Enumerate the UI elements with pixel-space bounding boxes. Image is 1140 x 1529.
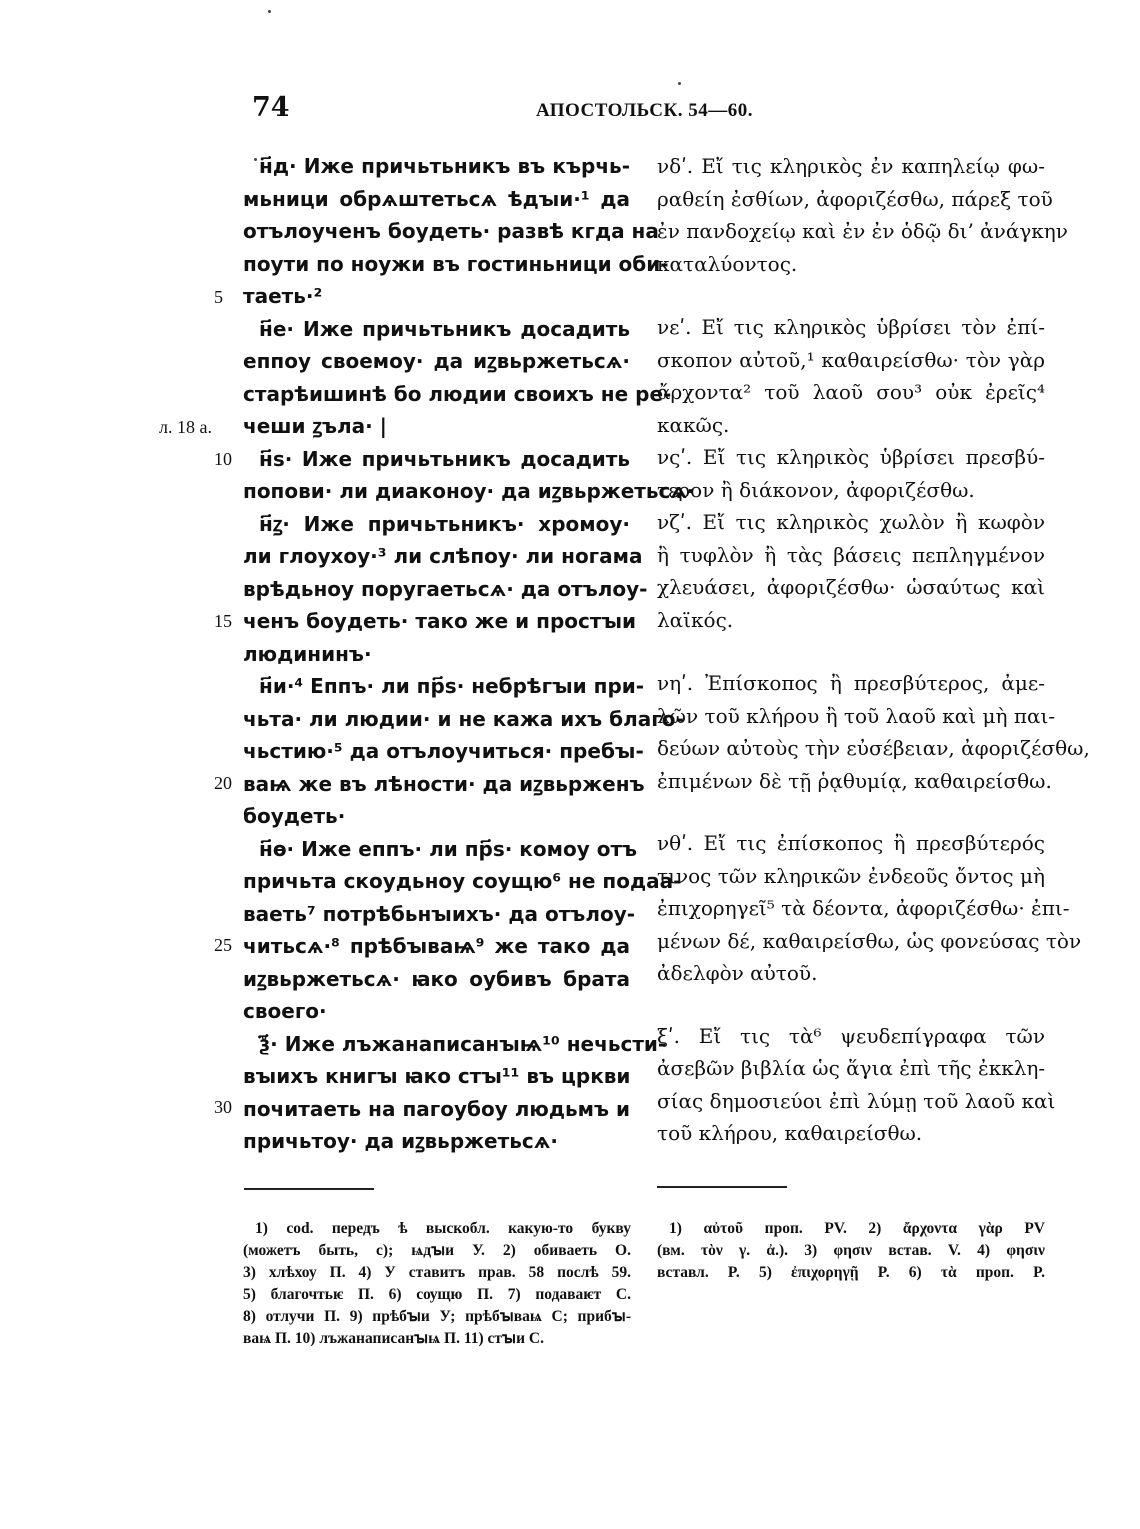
greek-line: ἐν πανδοχείῳ καὶ ἐν ἐν ὁδῷ δι’ ἀνάγκην bbox=[657, 219, 1068, 243]
slavonic-line: н҃ѳ· Иже еппъ· ли пр҃ѕ· комоу отъ bbox=[259, 836, 638, 861]
line-number-25: 25 bbox=[214, 935, 232, 955]
greek-line: τινος τῶν κληρικῶν ἐνδεοῦς ὄντος μὴ bbox=[657, 863, 1045, 888]
footnotes-slavonic bbox=[243, 1218, 631, 1350]
slavonic-line: н҃е· Иже причьтьникъ досадить bbox=[259, 316, 630, 341]
greek-line: χλευάσει, ἀφοριζέσθω· ὡσαύτως καὶ bbox=[657, 575, 1045, 599]
footnote-line: (вм. τὸν γ. ἀ.). 3) φησιν встав. V. 4) φησιν bbox=[657, 1242, 1045, 1259]
slavonic-line: почитаеть на пагоубоу людьмъ и bbox=[243, 1096, 630, 1121]
slavonic-line: поути по ноужи въ гостиньници оби- bbox=[243, 251, 669, 276]
slavonic-line: читьсѧ·⁸ прѣбꙑваѩ⁹ же тако да bbox=[243, 934, 630, 958]
greek-line: νεʹ. Εἴ τις κληρικὸς ὑβρίσει τὸν ἐπί- bbox=[657, 315, 1045, 339]
slavonic-line: старѣишинѣ бо людии своихъ не ре- bbox=[243, 381, 672, 406]
greek-line: ἀσεβῶν βιβλία ὡς ἅγια ἐπὶ τῆς ἐκκλη- bbox=[657, 1056, 1046, 1080]
greek-line: ἐπιμένων δὲ τῇ ῥᾳθυμίᾳ, καθαιρείσθω. bbox=[657, 768, 1052, 793]
greek-line: ἢ τυφλὸν ἢ τὰς βάσεις πεπληγμένον bbox=[657, 542, 1045, 567]
footnote-line: (можетъ быть, с); ѩдꙑи У. 2) обиваеть О. bbox=[243, 1242, 631, 1259]
greek-line: ἄρχοντα² τοῦ λαοῦ σου³ οὐκ ἐρεῖς⁴ bbox=[657, 380, 1045, 404]
greek-line: ραθείη ἐσθίων, ἀφοριζέσθω, πάρεξ τοῦ bbox=[657, 186, 1053, 211]
slavonic-line: ченъ боудеть· тако же и простꙑи bbox=[243, 609, 637, 633]
scan-speck bbox=[254, 158, 257, 161]
slavonic-line: причьтоу· да иꙁвьржетьсѧ· bbox=[243, 1129, 558, 1153]
slavonic-line: чьта· ли людии· и не кажа ихъ благо- bbox=[243, 706, 684, 731]
slavonic-line: боудеть· bbox=[243, 804, 346, 828]
slavonic-line: людининъ· bbox=[243, 641, 372, 666]
line-number-5: 5 bbox=[214, 287, 223, 307]
footnote-line: 1) αὐτοῦ проп. PV. 2) ἄρχοντα γὰρ PV bbox=[669, 1220, 1045, 1237]
slavonic-line: своего· bbox=[243, 999, 327, 1023]
footnotes-greek bbox=[657, 1218, 1045, 1284]
greek-line: κακῶς. bbox=[657, 412, 730, 437]
greek-line: νθʹ. Εἴ τις ἐπίσκοπος ἢ πρεσβύτερός bbox=[657, 831, 1045, 855]
line-number-30: 30 bbox=[214, 1097, 232, 1117]
slavonic-line: вꙑихъ книгꙑ ꙗко стꙑ¹¹ въ цркви bbox=[243, 1064, 631, 1088]
footnote-line: ваѩ П. 10) лъжанаписанꙑѩ П. 11) стꙑи С. bbox=[243, 1330, 544, 1347]
greek-line: νηʹ. Ἐπίσκοπος ἢ πρεσβύτερος, ἀμε- bbox=[657, 671, 1045, 695]
running-title: АПОСТОЛЬСК. 54—60. bbox=[536, 100, 754, 121]
slavonic-line: чьстию·⁵ да отълоучиться· пребꙑ- bbox=[243, 739, 644, 763]
slavonic-line: ли глоухоу·³ ли слѣпоу· ли ногама bbox=[243, 544, 643, 568]
slavonic-line: мьници обрѧштетьсѧ ѣдꙑи·¹ да bbox=[243, 186, 630, 211]
slavonic-line: ваѩ же въ лѣности· да иꙁвьрженъ bbox=[243, 771, 645, 796]
footnote-line: 5) благочтьѥ П. 6) сѹщю П. 7) подаваѥт С. bbox=[243, 1286, 631, 1303]
greek-line: σκοπον αὐτοῦ,¹ καθαιρείσθω· τὸν γὰρ bbox=[657, 347, 1045, 372]
greek-line: τερον ἢ διάκονον, ἀφοριζέσθω. bbox=[657, 477, 975, 502]
slavonic-line: н҃и·⁴ Еппъ· ли пр҃ѕ· небрѣгꙑи при- bbox=[259, 674, 645, 698]
line-number-20: 20 bbox=[214, 773, 232, 793]
footnote-line: 3) хлѣхоу П. 4) У ставитъ прав. 58 послѣ 59. bbox=[243, 1264, 631, 1281]
folio-marker: л. 18 а. bbox=[159, 417, 212, 437]
scan-speck bbox=[678, 82, 681, 85]
footnote-line: 8) отлучи П. 9) прѣбꙑи У; прѣбꙑваѩ С; прибꙑ- bbox=[243, 1308, 631, 1325]
greek-line: ἐπιχορηγεῖ⁵ τὰ δέοντα, ἀφοριζέσθω· ἐπι- bbox=[657, 896, 1070, 920]
slavonic-line: еппоу своемоу· да иꙁвьржетьсѧ· bbox=[243, 349, 630, 373]
greek-line: δεύων αὐτοὺς τὴν εὐσέβειαν, ἀφοριζέσθω, bbox=[657, 736, 1090, 760]
page-number: 74 bbox=[252, 92, 290, 123]
footnote-line: 1) cod. передъ ѣ выскобл. какую-то букву bbox=[255, 1220, 631, 1237]
greek-line: ἀδελφὸν αὐτοῦ. bbox=[657, 961, 818, 985]
greek-line: μένων δέ, καθαιρείσθω, ὡς φονεύσας τὸν bbox=[657, 928, 1082, 953]
greek-line: νδʹ. Εἴ τις κληρικὸς ἐν καπηλείῳ φω- bbox=[657, 154, 1045, 178]
slavonic-line: н҃ꙁ· Иже причьтьникъ· хромоу· bbox=[259, 511, 630, 536]
slavonic-line: ѯ҃· Иже лъжанаписанꙑѩ¹⁰ нечьсти- bbox=[259, 1031, 667, 1056]
footnote-rule-left bbox=[244, 1188, 374, 1190]
scan-speck bbox=[268, 10, 271, 13]
line-number-10: 10 bbox=[214, 449, 232, 469]
greek-line: ξʹ. Εἴ τις τὰ⁶ ψευδεπίγραφα τῶν bbox=[657, 1023, 1045, 1048]
greek-line: νςʹ. Εἴ τις κληρικὸς ὑβρίσει πρεσβύ- bbox=[657, 445, 1045, 469]
greek-line: σίας δημοσιεύοι ἐπὶ λύμῃ τοῦ λαοῦ καὶ bbox=[657, 1088, 1056, 1113]
slavonic-line: н҃ѕ· Иже причьтьникъ досадить bbox=[259, 446, 630, 471]
footnote-line: вставл. P. 5) ἐπιχορηγῇ P. 6) τὰ проп. P. bbox=[657, 1264, 1045, 1281]
slavonic-line: отълоученъ боудеть· развѣ кгда на bbox=[243, 219, 659, 243]
footnote-rule-right bbox=[657, 1186, 787, 1188]
greek-column bbox=[657, 150, 1090, 1150]
slavonic-line: чеши ꙁъла· | bbox=[243, 414, 387, 438]
slavonic-line: врѣдьноу поругаетьсѧ· да отълоу- bbox=[243, 576, 648, 601]
slavonic-line: н҃д· Иже причьтьникъ въ кърчь- bbox=[259, 154, 630, 178]
greek-line: καταλύοντος. bbox=[657, 251, 798, 276]
greek-line: νζʹ. Εἴ τις κληρικὸς χωλὸν ἢ κωφὸν bbox=[657, 510, 1045, 534]
slavonic-line: ваеть⁷ потрѣбьнꙑихъ· да отълоу- bbox=[243, 901, 636, 926]
greek-line: τοῦ κλήρου, καθαιρείσθω. bbox=[657, 1121, 923, 1145]
slavonic-line: попови· ли диаконоу· да иꙁвьржетьсѧ· bbox=[243, 479, 695, 503]
slavonic-line: иꙁвьржетьсѧ· ꙗко оубивъ брата bbox=[243, 966, 630, 991]
greek-line: λῶν τοῦ κλήρου ἢ τοῦ λαοῦ καὶ μὴ παι- bbox=[657, 703, 1056, 728]
slavonic-line: таеть·² bbox=[243, 284, 323, 308]
slavonic-line: причьта скоудьноу соущю⁶ не подаа- bbox=[243, 869, 682, 893]
greek-line: λαϊκός. bbox=[657, 607, 734, 632]
line-number-15: 15 bbox=[214, 611, 232, 631]
